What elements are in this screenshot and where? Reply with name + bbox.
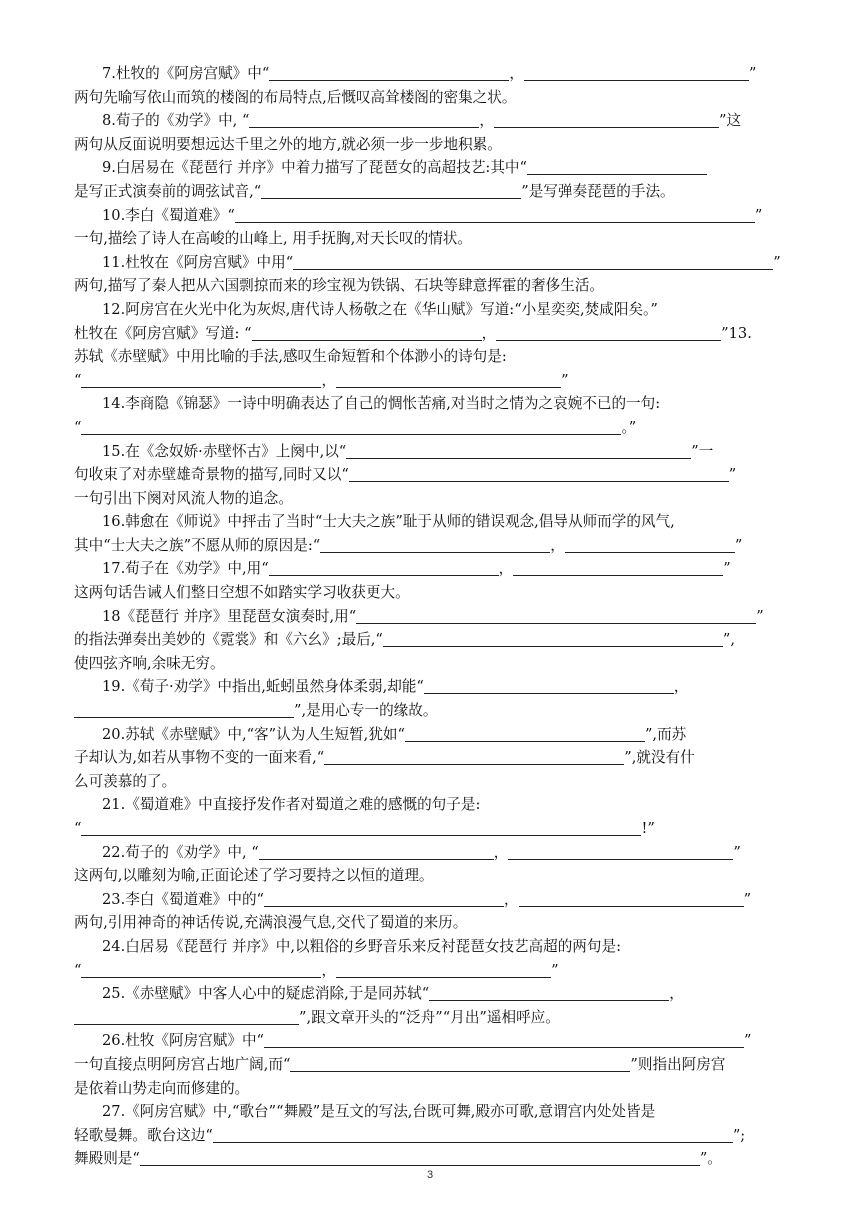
answer-blank[interactable]	[565, 537, 735, 553]
answer-blank[interactable]	[249, 112, 479, 128]
answer-blank[interactable]	[264, 1032, 744, 1048]
answer-blank[interactable]	[524, 65, 749, 81]
answer-blank[interactable]	[269, 560, 499, 576]
question-list	[74, 62, 796, 1171]
answer-blank[interactable]	[429, 985, 669, 1001]
answer-blank[interactable]	[519, 891, 744, 907]
question-11: 11.杜牧在《阿房宫赋》中用“ ” 两句,描写了秦人把从六国剽掠而来的珍宝视为铁锅、石块等肆意挥霍的奢侈生活。	[74, 253, 781, 295]
answer-blank[interactable]	[261, 183, 521, 199]
question-9: 9.白居易在《琵琶行 并序》中着力描写了琵琶女的高超技艺:其中“ 是写正式演奏前的调弦试音,“ ”是写弹奏琵琶的手法。	[74, 156, 796, 203]
answer-blank[interactable]	[81, 820, 641, 836]
answer-blank[interactable]	[496, 325, 721, 341]
answer-blank[interactable]	[320, 537, 550, 553]
answer-blank[interactable]	[140, 1150, 700, 1166]
answer-blank[interactable]	[259, 844, 494, 860]
answer-blank[interactable]	[494, 112, 719, 128]
answer-blank[interactable]	[252, 325, 482, 341]
answer-blank[interactable]	[324, 749, 624, 765]
question-14: 14.李商隐《锦瑟》一诗中明确表达了自己的惆怅苦痛,对当时之情为之哀婉不已的一句: “ 。”	[74, 395, 661, 436]
question-7: 7.杜牧的《阿房宫赋》中“ ， ” 两句先喻写依山而筑的楼阁的布局特点,后慨叹高耸楼阁的密集之状。	[74, 65, 757, 106]
answer-blank[interactable]	[213, 1127, 733, 1143]
answer-blank[interactable]	[527, 159, 707, 175]
answer-blank[interactable]	[336, 372, 561, 388]
answer-blank[interactable]	[269, 65, 509, 81]
question-10: 10.李白《蜀道难》“ ” 一句,描绘了诗人在高峻的山峰上, 用手抚胸,对天长叹的情状。	[74, 206, 763, 248]
answer-blank[interactable]	[349, 466, 729, 482]
answer-blank[interactable]	[81, 962, 321, 978]
answer-blank[interactable]	[74, 1009, 299, 1025]
question-17: 17.荀子在《劝学》中,用“ ， ” 这两句话告诫人们整日空想不如踏实学习收获更大。	[74, 560, 731, 602]
answer-blank[interactable]	[405, 726, 645, 742]
answer-blank[interactable]	[74, 702, 294, 718]
answer-blank[interactable]	[81, 372, 321, 388]
question-22: 22.荀子的《劝学》中, “ ， ” 这两句,以雕刻为喻,正面论述了学习要持之以恒的道理。	[74, 843, 741, 885]
answer-blank[interactable]	[336, 962, 551, 978]
answer-blank[interactable]	[424, 678, 674, 694]
answer-blank[interactable]	[293, 254, 773, 270]
answer-blank[interactable]	[383, 631, 723, 647]
page-number: 3	[426, 1169, 434, 1181]
question-20: 20.苏轼《赤壁赋》中,“客”认为人生短暂,犹如“ ”,而苏 子却认为,如若从事物不变的一面来看,“ ”,就没有什 么可羡慕的了。	[74, 725, 695, 790]
answer-blank[interactable]	[290, 1056, 630, 1072]
question-8: 8.荀子的《劝学》中, “ ， ”这 两句从反面说明要想远达千里之外的地方,就必须一步一步地积累。	[74, 112, 742, 153]
answer-blank[interactable]	[508, 844, 733, 860]
question-25: 25.《赤壁赋》中客人心中的疑虑消除,于是同苏轼“ ， ”,跟文章开头的“泛舟”“月出”遥相呼应。	[74, 982, 796, 1029]
question-16: 16.韩愈在《师说》中抨击了当时“士大夫之族”耻于从师的错误观念,倡导从师而学的风气, 其中“士大夫之族”不愿从师的原因是:“ ， ”	[74, 513, 743, 554]
answer-blank[interactable]	[356, 608, 756, 624]
answer-blank[interactable]	[513, 560, 723, 576]
question-27: 27.《阿房宫赋》中,“歌台”“舞殿”是互文的写法,台既可舞,殿亦可歌,意谓宫内处处皆是 轻歌曼舞。歌台这边“ ”; 舞殿则是“ ”。	[74, 1103, 746, 1168]
question-21: 21.《蜀道难》中直接抒发作者对蜀道之难的感慨的句子是: “ !”	[74, 796, 655, 837]
answer-blank[interactable]	[346, 443, 691, 459]
answer-blank[interactable]	[235, 207, 755, 223]
answer-blank[interactable]	[264, 891, 504, 907]
question-12: 12.阿房宫在火光中化为灰烬,唐代诗人杨敬之在《华山赋》写道:“小星奕奕,焚咸阳矣。” 杜牧在《阿房宫赋》写道: “ ， ”13. 苏轼《赤壁赋》中用比喻的手法,感叹生命短暂和个体渺小的诗句是: “ ， ”	[74, 300, 752, 389]
question-26: 26.杜牧《阿房宫赋》中“ ” 一句直接点明阿房宫占地广阔,而“ ”则指出阿房宫 是依着山势走向而修建的。	[74, 1032, 752, 1097]
question-19: 19.《荀子·劝学》中指出,蚯蚓虽然身体柔弱,却能“ ， ”,是用心专一的缘故。	[74, 675, 796, 722]
question-18: 18《琵琶行 并序》里琵琶女演奏时,用“ ” 的指法弹奏出美妙的《霓裳》和《六幺》;最后,“ ”, 使四弦齐响,余味无穷。	[74, 607, 764, 672]
answer-blank[interactable]	[81, 419, 621, 435]
question-15: 15.在《念奴娇·赤壁怀古》上阕中,以“ ”一 句收束了对赤壁雄奇景物的描写,同时又以“ ” 一句引出下阕对风流人物的追念。	[74, 442, 737, 507]
question-23: 23.李白《蜀道难》中的“ ， ” 两句,引用神奇的神话传说,充满浪漫气息,交代了蜀道的来历。	[74, 890, 752, 932]
question-24: 24.白居易《琵琶行 并序》中,以粗俗的乡野音乐来反衬琵琶女技艺高超的两句是: “ ， ”	[74, 937, 622, 979]
